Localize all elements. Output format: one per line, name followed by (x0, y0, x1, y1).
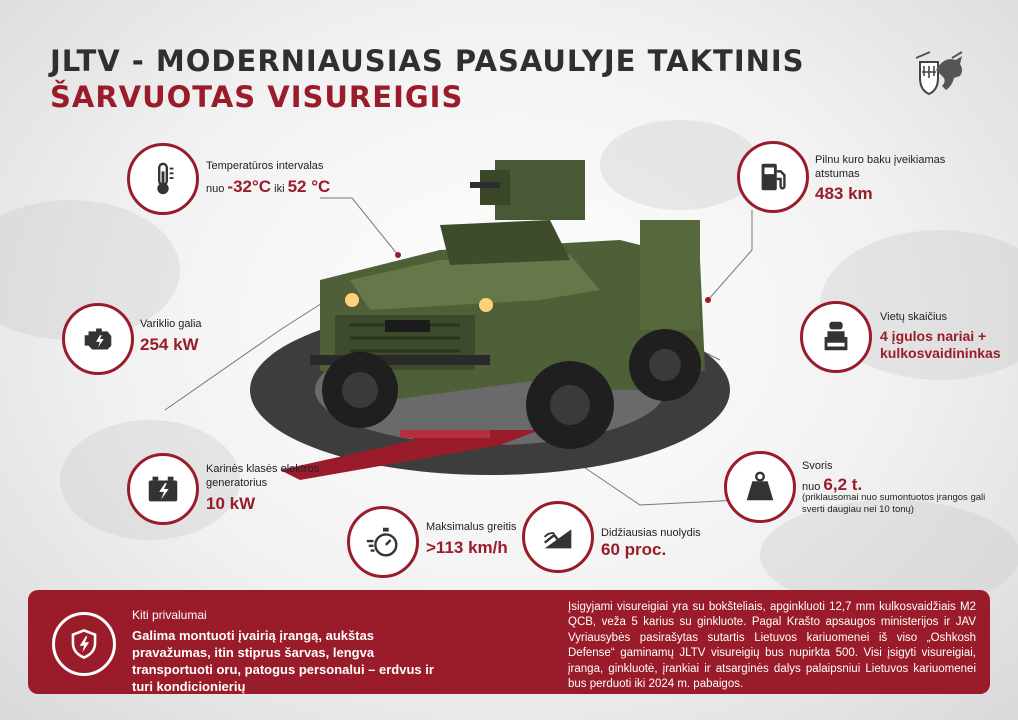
advantages-text: Galima montuoti įvairią įrangą, aukštas pravažumas, itin stiprus šarvas, lengva transportuoti oru, patogus personalui – erdvus ir turi kondicionierių (132, 628, 434, 694)
engine-value: 254 kW (140, 335, 199, 354)
temperature-min: -32°C (227, 177, 272, 196)
weight-prefix: nuo (802, 481, 824, 493)
fuel-pump-icon (737, 141, 809, 213)
generator-value: 10 kW (206, 494, 256, 513)
seats-label: Vietų skaičius (880, 311, 948, 323)
slope-icon (522, 501, 594, 573)
stopwatch-icon (347, 506, 419, 578)
speed-label: Maksimalus greitis (426, 521, 517, 533)
thermometer-icon (127, 143, 199, 215)
temperature-max: 52 °C (287, 177, 331, 196)
weight-number: 6,2 t. (823, 475, 863, 494)
seat-icon (800, 301, 872, 373)
slope-value: 60 proc. (601, 540, 667, 559)
procurement-paragraph: Įsigyjami visureigiai yra su bokšteliais, apginkluoti 12,7 mm kulkosvaidžiais M2 QCB, veža 5 karius su ginkluote. Pagal Krašto apsaugos ministerijos ir JAV Vyriausybės pasirašytas sutartis Lietuvos kariuomenei iš viso „Oshkosh Defense“ gaminamų JLTV visureigių bus nupirkta 500. Visi įsigyti visureigiai, įranga, ginkluotė, įrankiai ir atsarginės dalys palaipsniui Lietuvos kariuomenei bus perduoti iki 2024 m. pabaigos. (568, 601, 976, 691)
shield-lightning-icon (52, 612, 116, 676)
weight-note: (priklausomai nuo sumontuotos įrangos gali sverti daugiau nei 10 tonų) (802, 492, 986, 516)
slope-label: Didžiausias nuolydis (601, 527, 701, 539)
range-value: 483 km (815, 184, 873, 203)
range-label: Pilnu kuro baku įveikiamas atstumas (815, 154, 946, 180)
temperature-label: Temperatūros intervalas (206, 160, 324, 172)
seats-value-line2: kulkosvaidininkas (880, 345, 1001, 361)
temperature-prefix-to: iki (271, 183, 288, 195)
engine-icon (62, 303, 134, 375)
engine-label: Variklio galia (140, 318, 202, 330)
seats-value-line1: 4 įgulos nariai + (880, 328, 987, 344)
advantages-panel (28, 590, 990, 694)
generator-label: Karinės klasės elektros generatorius (206, 463, 320, 489)
weight-icon (724, 451, 796, 523)
temperature-value (206, 177, 330, 197)
speed-value: >113 km/h (426, 538, 508, 557)
advantages-heading: Kiti privalumai (132, 608, 207, 622)
temperature-prefix: nuo (206, 183, 228, 195)
page-title: JLTV - MODERNIAUSIAS PASAULYJE TAKTINIS (50, 44, 805, 78)
page-subtitle: ŠARVUOTAS VISUREIGIS (50, 80, 464, 114)
battery-icon (127, 453, 199, 525)
weight-label: Svoris (802, 460, 833, 472)
